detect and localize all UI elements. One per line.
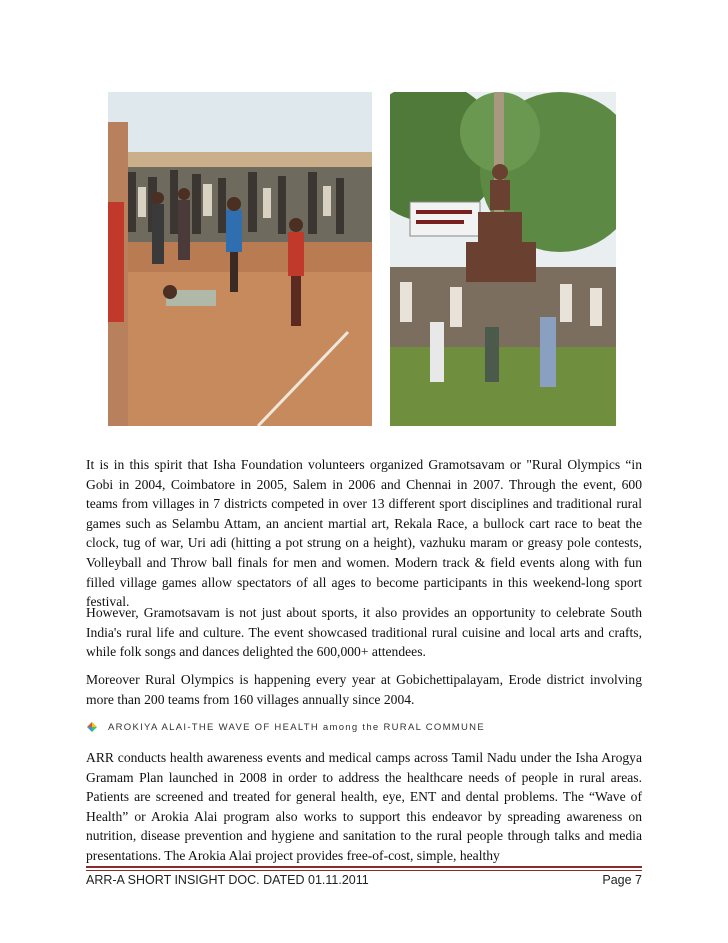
greasy-pole-climb-photo — [390, 92, 616, 426]
footer-page-number: Page 7 — [602, 873, 642, 887]
paragraph-rural-olympics: It is in this spirit that Isha Foundation volunteers organized Gramotsavam or "Rural Olympics “in Gobi in 2004, Coimbatore in 2005, Salem in 2006 and Chennai in 2007. Through the event, 600 teams from villages in 7 districts competed in over 13 different sport disciplines and traditional rural games such as Selambu Attam, an ancient martial art, Rekala Race, a bullock cart race to beat the clock, tug of war, Uri adi (hitting a pot strung on a height), vazhuku maram or greasy pole contests, Volleyball and Throw ball finals for men and women. Modern track & field events along with fun filled village games allow spectators of all ages to become participants in this weekend-long sport festival. — [86, 457, 642, 610]
page-footer — [86, 873, 642, 887]
kabaddi-match-photo — [108, 92, 372, 426]
bullet-icon — [86, 721, 98, 733]
footer-divider — [86, 866, 642, 868]
footer-divider-thin — [86, 870, 642, 871]
section-heading — [86, 717, 642, 737]
section-heading-text: AROKIYA ALAI-THE WAVE OF HEALTH among the RURAL COMMUNE — [108, 721, 485, 733]
footer-document-title: ARR-A SHORT INSIGHT DOC. DATED 01.11.2011 — [86, 873, 369, 887]
paragraph-arr-health: ARR conducts health awareness events and medical camps across Tamil Nadu under the Isha Arogya Gramam Plan launched in 2008 in order to address the healthcare needs of people in rural areas. Patients are screened and treated for general health, eye, ENT and dental problems. The “Wave of Health” or Arokia Alai program also works to support this endeavor by spreading awareness on nutrition, disease prevention and hygiene and sanitation to the rural people through talks and media presentations. The Arokia Alai project provides free-of-cost, simple, healthy — [86, 750, 642, 863]
paragraph-gramotsavam-culture: However, Gramotsavam is not just about sports, it also provides an opportunity to celebrate South India's rural life and culture. The event showcased traditional rural cuisine and local arts and crafts, while folk songs and dances delighted the 600,000+ attendees. — [86, 605, 642, 660]
paragraph-gobichettipalayam: Moreover Rural Olympics is happening every year at Gobichettipalayam, Erode district involving more than 200 teams from 160 villages annually since 2004. — [86, 672, 642, 707]
